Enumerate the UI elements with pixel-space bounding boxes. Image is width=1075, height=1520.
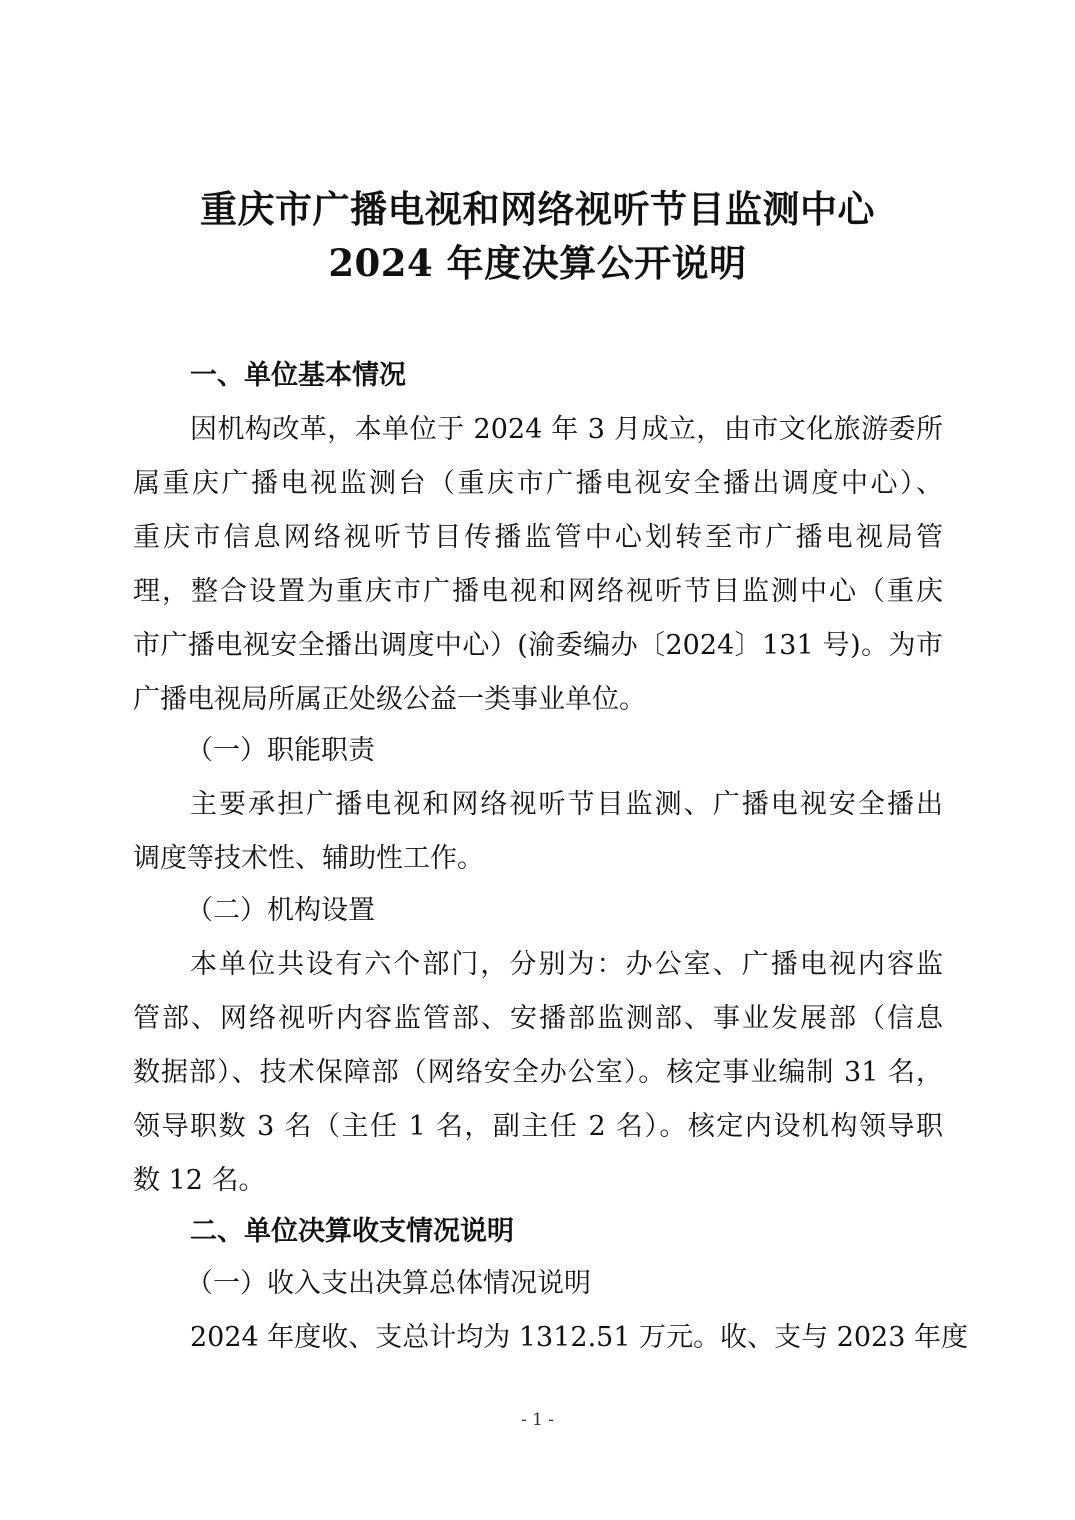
document-title-line-1: 重庆市广播电视和网络视听节目监测中心 xyxy=(200,187,875,231)
paragraph-line: 本单位共设有六个部门，分别为：办公室、广播电视内容监 xyxy=(190,949,943,980)
paragraph-line: 理，整合设置为重庆市广播电视和网络视听节目监测中心（重庆 xyxy=(133,576,943,607)
paragraph-line: 因机构改革，本单位于 2024 年 3 月成立，由市文化旅游委所 xyxy=(190,414,943,445)
section-1-heading: 一、单位基本情况 xyxy=(190,360,406,391)
paragraph-line: 广播电视局所属正处级公益一类事业单位。 xyxy=(133,684,646,715)
subsection-heading-organization: （二）机构设置 xyxy=(186,895,375,926)
paragraph-line: 重庆市信息网络视听节目传播监管中心划转至市广播电视局管 xyxy=(133,522,943,553)
paragraph-line: 市广播电视安全播出调度中心）(渝委编办〔2024〕131 号)。为市 xyxy=(133,630,943,661)
paragraph-line: 属重庆广播电视监测台（重庆市广播电视安全播出调度中心）、 xyxy=(133,468,943,499)
paragraph-line: 数据部）、技术保障部（网络安全办公室）。核定事业编制 31 名， xyxy=(133,1057,943,1088)
paragraph-line: 数 12 名。 xyxy=(133,1165,266,1196)
page-number: - 1 - xyxy=(520,1410,555,1430)
paragraph-line: 调度等技术性、辅助性工作。 xyxy=(133,843,484,874)
paragraph-line: 领导职数 3 名（主任 1 名，副主任 2 名）。核定内设机构领导职 xyxy=(133,1111,943,1142)
paragraph-line: 管部、网络视听内容监管部、安播部监测部、事业发展部（信息 xyxy=(133,1003,943,1034)
subsection-heading-functions: （一）职能职责 xyxy=(186,735,375,766)
document-title-line-2: 2024 年度决算公开说明 xyxy=(328,241,747,285)
paragraph-line: 主要承担广播电视和网络视听节目监测、广播电视安全播出 xyxy=(190,789,943,820)
section-2-heading: 二、单位决算收支情况说明 xyxy=(190,1216,514,1247)
subsection-heading-income-expense: （一）收入支出决算总体情况说明 xyxy=(186,1268,591,1299)
paragraph-line: 2024 年度收、支总计均为 1312.51 万元。收、支与 2023 年度 xyxy=(190,1322,968,1353)
